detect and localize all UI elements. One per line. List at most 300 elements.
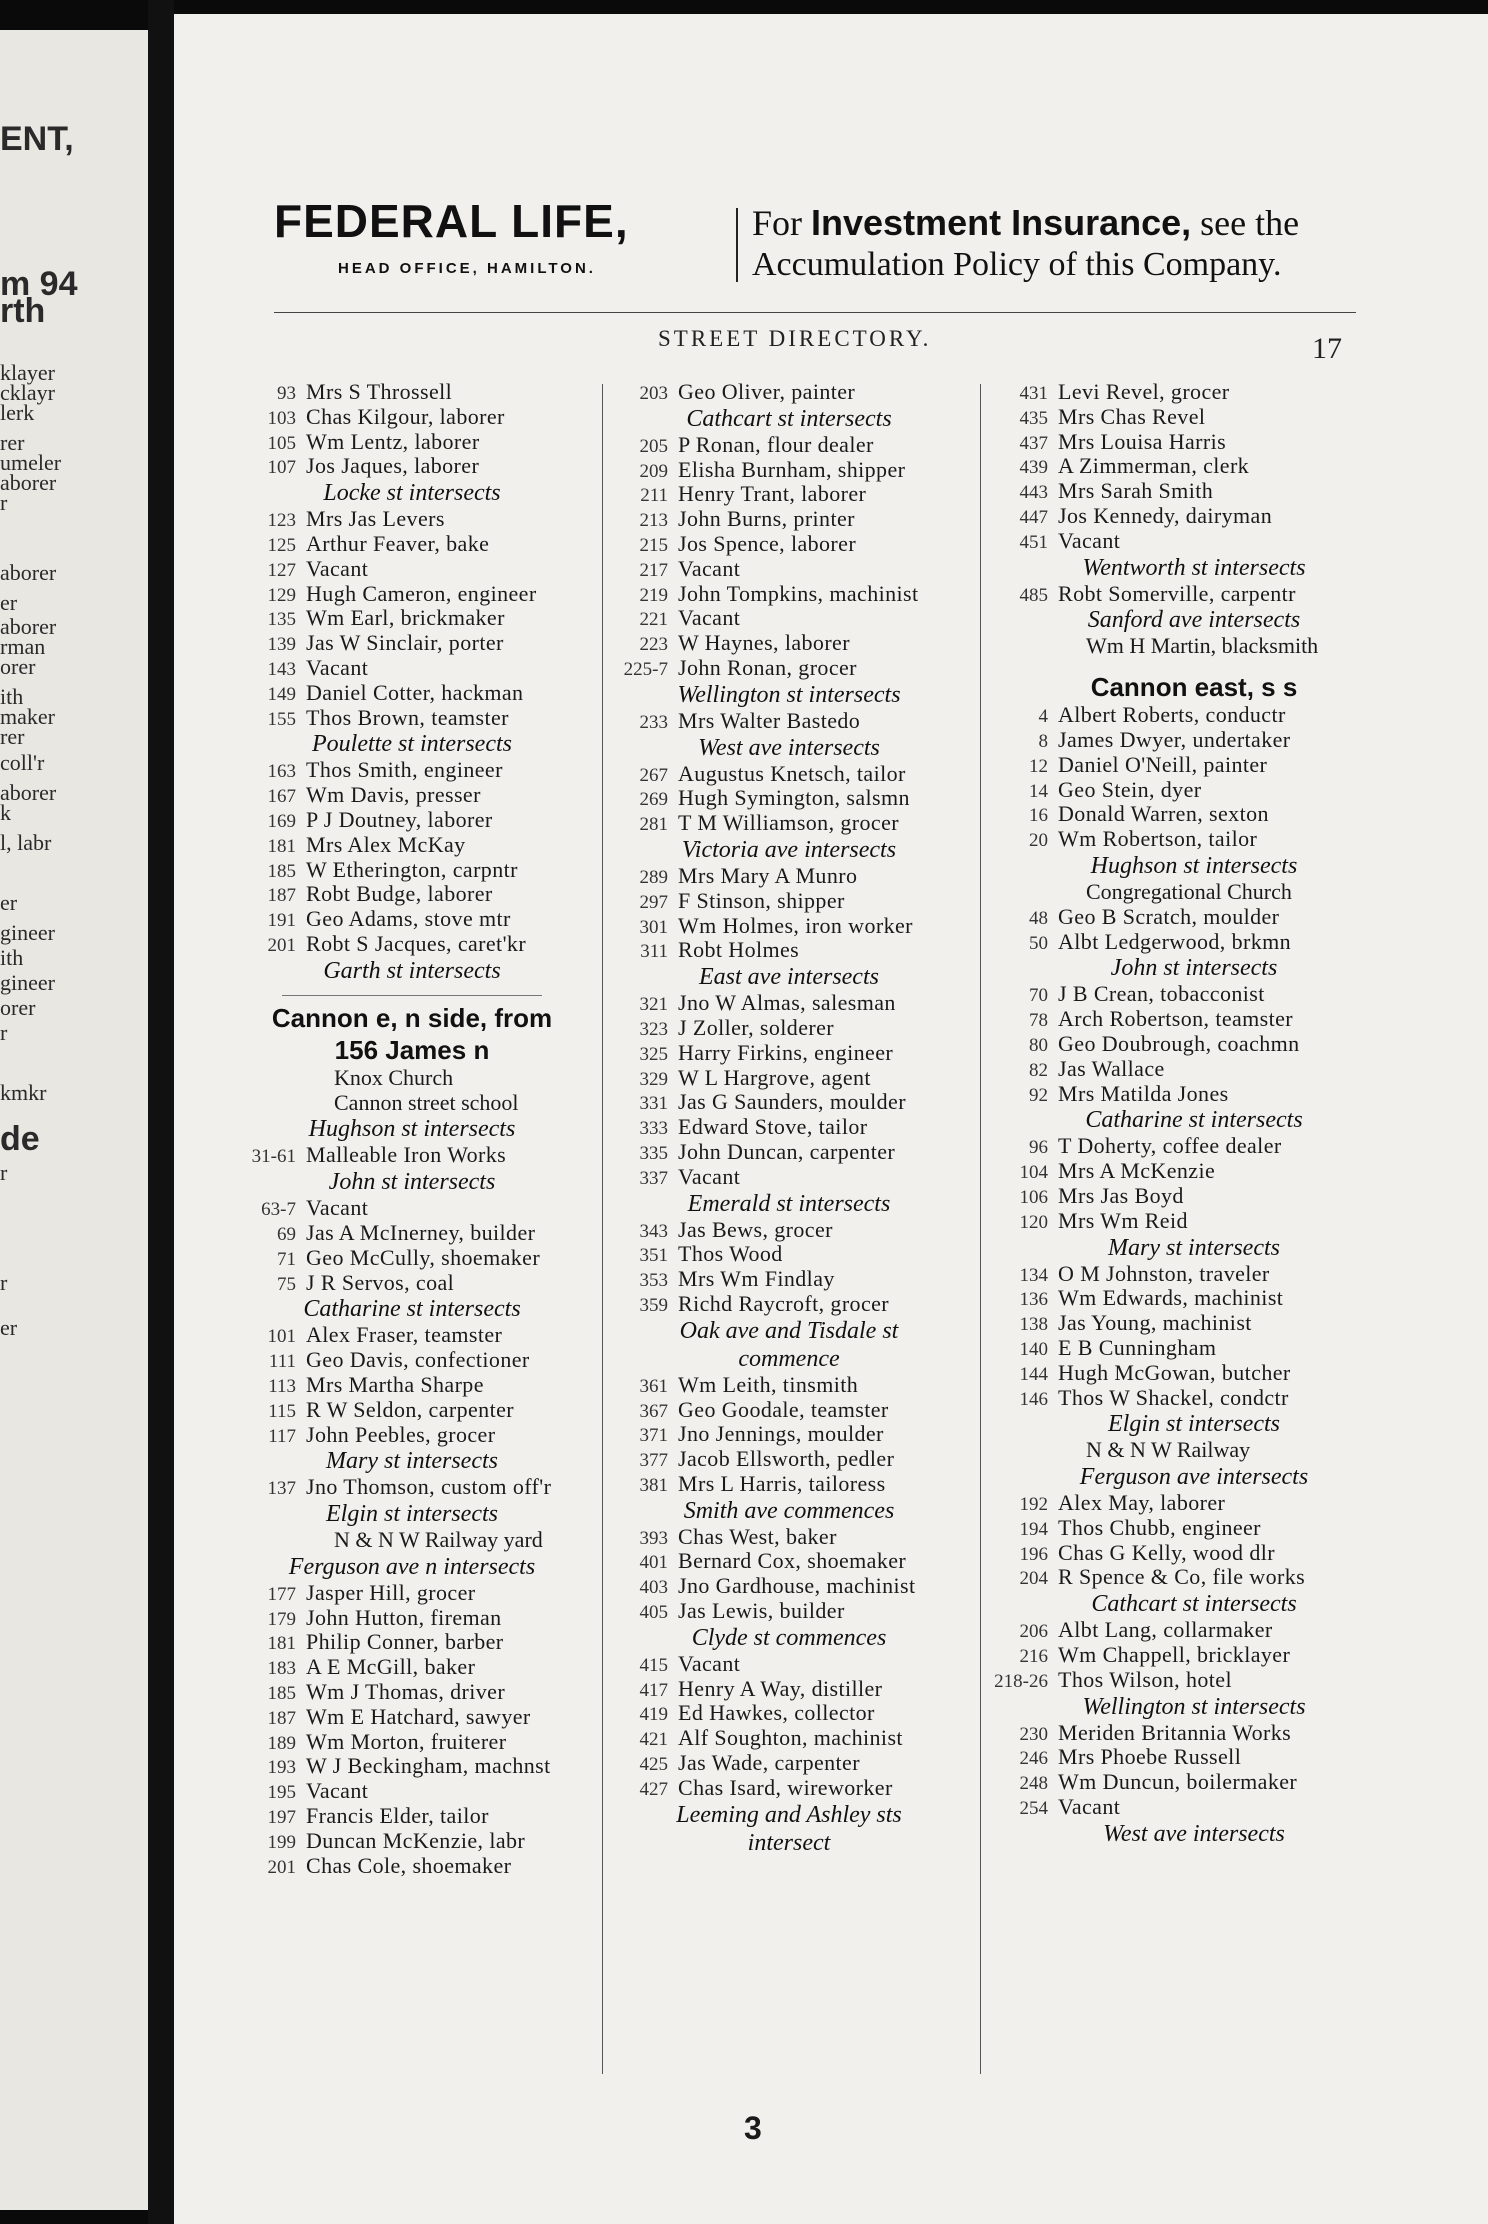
resident-name: Wm Robertson, tailor	[1058, 826, 1258, 852]
facing-page-fragment: coll'r	[0, 750, 45, 775]
signature-mark: 3	[744, 2110, 762, 2146]
cross-street-heading: Cathcart st intersects	[686, 405, 892, 432]
house-number: 217	[639, 559, 668, 581]
house-number: 447	[1019, 506, 1048, 528]
house-number: 233	[639, 711, 668, 733]
house-number: 78	[1029, 1010, 1048, 1032]
resident-name: Albt Ledgerwood, brkmn	[1058, 928, 1292, 954]
house-number: 177	[267, 1583, 296, 1605]
directory-entry	[994, 1491, 1394, 1516]
resident-name: Chas Isard, wireworker	[678, 1774, 893, 1800]
house-number: 325	[639, 1043, 668, 1065]
directory-entry	[242, 405, 582, 430]
house-number: 80	[1029, 1034, 1048, 1056]
house-number: 183	[267, 1658, 296, 1680]
resident-name: Levi Revel, grocer	[1058, 379, 1230, 404]
resident-name: P J Doutney, laborer	[306, 806, 493, 832]
resident-name: Jno Thomson, custom off'r	[306, 1474, 552, 1500]
facing-page-fragment: rer	[0, 430, 25, 455]
house-number: 439	[1019, 457, 1048, 479]
resident-name: Thos Brown, teamster	[306, 704, 509, 730]
directory-entry	[994, 454, 1394, 479]
resident-name: Wm Earl, brickmaker	[306, 605, 505, 631]
resident-name: Mrs Jas Levers	[306, 506, 445, 532]
resident-name: Augustus Knetsch, tailor	[678, 760, 906, 786]
facing-page-fragment: er	[0, 590, 18, 615]
directory-entry	[994, 430, 1394, 455]
resident-name: John Duncan, carpenter	[678, 1138, 896, 1164]
resident-name: Alex Fraser, teamster	[306, 1322, 503, 1348]
directory-entry	[242, 1581, 582, 1606]
house-number: 196	[1019, 1543, 1048, 1565]
cross-street-heading: Leeming and Ashley sts	[676, 1801, 902, 1828]
directory-entry	[614, 1016, 964, 1041]
landmark-entry: Wm H Martin, blacksmith	[1086, 633, 1319, 659]
street-section-heading: 156 James n	[334, 1034, 490, 1065]
resident-name: Thos Wood	[678, 1241, 783, 1267]
resident-name: Robt Holmes	[678, 937, 800, 963]
resident-name: A E McGill, baker	[306, 1654, 476, 1680]
cross-street-heading: Wellington st intersects	[1082, 1693, 1306, 1720]
house-number: 191	[267, 910, 296, 932]
resident-name: Wm Davis, presser	[306, 782, 481, 808]
facing-page-fragment: r	[0, 1020, 8, 1045]
resident-name: Geo Adams, stove mtr	[306, 906, 511, 932]
resident-name: Wm Leith, tinsmith	[678, 1371, 859, 1397]
directory-entry	[994, 1541, 1394, 1566]
resident-name: Geo McCully, shoemaker	[306, 1244, 541, 1270]
house-number: 125	[267, 534, 296, 556]
house-number: 70	[1029, 985, 1048, 1007]
directory-entry	[994, 1134, 1394, 1159]
resident-name: T M Williamson, grocer	[678, 810, 899, 836]
directory-column-2	[614, 380, 964, 2060]
directory-entry	[242, 1705, 582, 1730]
resident-name: E B Cunningham	[1058, 1334, 1217, 1360]
house-number: 75	[277, 1273, 296, 1295]
resident-name: Richd Raycroft, grocer	[678, 1290, 890, 1316]
resident-name: J Zoller, solderer	[678, 1014, 834, 1040]
house-number: 337	[639, 1167, 668, 1189]
directory-entry	[242, 1606, 582, 1631]
house-number: 311	[640, 941, 668, 963]
directory-entry	[614, 1140, 964, 1165]
head-office-line: HEAD OFFICE, HAMILTON.	[338, 260, 596, 277]
directory-entry	[242, 706, 582, 731]
house-number: 155	[267, 708, 296, 730]
resident-name: John Tompkins, machinist	[678, 580, 919, 606]
directory-entry	[242, 1730, 582, 1755]
directory-entry	[614, 1652, 964, 1677]
facing-page-fragment: rman	[0, 634, 46, 659]
directory-entry	[242, 681, 582, 706]
house-number: 101	[267, 1326, 296, 1348]
directory-entry	[242, 507, 582, 532]
resident-name: W J Beckingham, machnst	[306, 1753, 551, 1779]
directory-entry	[614, 709, 964, 734]
house-number: 367	[639, 1400, 668, 1422]
resident-name: Meriden Britannia Works	[1058, 1719, 1292, 1745]
resident-name: Jas Wallace	[1058, 1055, 1165, 1081]
directory-entry	[614, 1090, 964, 1115]
directory-entry	[994, 930, 1394, 955]
house-number: 31-61	[251, 1146, 296, 1168]
facing-page-fragment: klayer	[0, 360, 55, 385]
house-number: 185	[267, 1683, 296, 1705]
resident-name: Vacant	[306, 1778, 369, 1804]
resident-name: O M Johnston, traveler	[1058, 1260, 1270, 1286]
landmark-entry: Knox Church	[334, 1064, 454, 1090]
facing-page-fragment: orer	[0, 654, 36, 679]
directory-entry	[614, 1677, 964, 1702]
banner-rule	[274, 312, 1356, 313]
resident-name: Geo Doubrough, coachmn	[1058, 1030, 1300, 1056]
house-number: 417	[639, 1679, 668, 1701]
directory-entry	[242, 1373, 582, 1398]
directory-entry	[614, 1472, 964, 1497]
directory-entry	[242, 1143, 582, 1168]
house-number: 321	[639, 994, 668, 1016]
resident-name: Wm Chappell, bricklayer	[1058, 1642, 1291, 1668]
house-number: 269	[639, 789, 668, 811]
house-number: 139	[267, 634, 296, 656]
page-number: 17	[1312, 332, 1342, 365]
directory-entry	[614, 458, 964, 483]
directory-entry	[242, 1221, 582, 1246]
directory-entry	[994, 1336, 1394, 1361]
directory-entry	[994, 982, 1394, 1007]
cross-street-heading: Elgin st intersects	[326, 1501, 498, 1528]
resident-name: W Etherington, carpntr	[306, 856, 518, 882]
cross-street-heading: Cathcart st intersects	[1091, 1591, 1297, 1618]
house-number: 248	[1019, 1773, 1048, 1795]
directory-entry	[994, 380, 1394, 405]
cross-street-heading: Oak ave and Tisdale st	[679, 1317, 899, 1344]
cross-street-heading: Locke st intersects	[323, 480, 501, 507]
house-number: 63-7	[261, 1199, 296, 1221]
facing-page-fragment: r	[0, 1270, 8, 1295]
facing-page-fragment: aborer	[0, 780, 57, 805]
house-number: 403	[639, 1577, 668, 1599]
resident-name: Jno Gardhouse, machinist	[678, 1573, 916, 1599]
column-rule	[602, 384, 603, 2074]
house-number: 431	[1019, 383, 1048, 404]
resident-name: Vacant	[678, 555, 741, 581]
house-number: 359	[639, 1294, 668, 1316]
resident-name: Daniel O'Neill, painter	[1058, 751, 1268, 777]
tagline-line-2: Accumulation Policy of this Company.	[752, 246, 1282, 283]
resident-name: F Stinson, shipper	[678, 887, 845, 913]
directory-entry	[614, 1292, 964, 1317]
house-number: 333	[639, 1118, 668, 1140]
resident-name: Vacant	[1058, 527, 1121, 553]
facing-page-fragment: aborer	[0, 470, 57, 495]
directory-entry	[994, 1668, 1394, 1693]
house-number: 437	[1019, 432, 1048, 454]
directory-entry	[994, 1159, 1394, 1184]
house-number: 135	[267, 609, 296, 631]
resident-name: Jas Wade, carpenter	[678, 1750, 860, 1776]
directory-entry	[242, 907, 582, 932]
resident-name: Hugh Symington, salsmn	[678, 785, 910, 811]
resident-name: Francis Elder, tailor	[306, 1803, 489, 1829]
section-spacer	[994, 659, 1394, 671]
facing-page-fragment: de	[0, 1120, 40, 1158]
house-number: 113	[268, 1375, 296, 1397]
resident-name: J B Crean, tobacconist	[1058, 981, 1265, 1007]
resident-name: Thos Smith, engineer	[306, 757, 503, 783]
directory-entry	[994, 1262, 1394, 1287]
house-number: 187	[267, 885, 296, 907]
house-number: 169	[267, 810, 296, 832]
resident-name: Jacob Ellsworth, pedler	[678, 1446, 895, 1472]
resident-name: Mrs Alex McKay	[306, 831, 466, 857]
house-number: 451	[1019, 531, 1048, 553]
directory-column-3	[994, 380, 1394, 2060]
directory-entry	[242, 606, 582, 631]
resident-name: Jno Jennings, moulder	[678, 1421, 884, 1447]
directory-entry	[994, 1770, 1394, 1795]
resident-name: Geo B Scratch, moulder	[1058, 903, 1280, 929]
resident-name: Wm J Thomas, driver	[306, 1679, 506, 1705]
resident-name: Wm Morton, fruiterer	[306, 1728, 507, 1754]
directory-entry	[994, 529, 1394, 554]
directory-entry	[994, 1618, 1394, 1643]
facing-page-fragment: aborer	[0, 614, 57, 639]
directory-entry	[614, 1549, 964, 1574]
directory-entry	[614, 482, 964, 507]
directory-entry	[994, 1721, 1394, 1746]
house-number: 179	[267, 1608, 296, 1630]
house-number: 185	[267, 860, 296, 882]
facing-page-fragment: r	[0, 1160, 8, 1185]
facing-page-fragment: kmkr	[0, 1080, 47, 1105]
directory-entry	[242, 1423, 582, 1448]
house-number: 209	[639, 460, 668, 482]
resident-name: Vacant	[306, 555, 369, 581]
cross-street-heading: East ave intersects	[699, 964, 879, 991]
cross-street-heading: Hughson st intersects	[1090, 852, 1298, 879]
directory-entry	[994, 703, 1394, 728]
directory-entry	[242, 1655, 582, 1680]
directory-entry	[242, 1475, 582, 1500]
house-number: 69	[277, 1223, 296, 1245]
house-number: 201	[267, 1856, 296, 1878]
directory-entry	[614, 582, 964, 607]
column-rule	[980, 384, 981, 2074]
resident-name: Alex May, laborer	[1058, 1490, 1226, 1516]
house-number: 393	[639, 1527, 668, 1549]
cross-street-heading: West ave intersects	[698, 734, 880, 761]
directory-entry	[994, 479, 1394, 504]
house-number: 205	[639, 435, 668, 457]
directory-entry	[614, 532, 964, 557]
directory-entry	[614, 433, 964, 458]
resident-name: Chas G Kelly, wood dlr	[1058, 1539, 1275, 1565]
directory-entry	[994, 753, 1394, 778]
house-number: 199	[267, 1831, 296, 1853]
resident-name: Vacant	[306, 1195, 369, 1221]
resident-name: Geo Stein, dyer	[1058, 776, 1202, 802]
directory-entry	[614, 1373, 964, 1398]
directory-entry	[614, 938, 964, 963]
directory-entry	[242, 1630, 582, 1655]
resident-name: Mrs Wm Findlay	[678, 1266, 835, 1292]
house-number: 415	[639, 1654, 668, 1676]
facing-page-fragment: er	[0, 890, 18, 915]
directory-entry	[994, 802, 1394, 827]
cross-street-heading: Victoria ave intersects	[681, 836, 897, 863]
house-number: 201	[267, 934, 296, 956]
house-number: 189	[267, 1732, 296, 1754]
directory-entry	[614, 656, 964, 681]
resident-name: Mrs S Throssell	[306, 379, 453, 404]
resident-name: Vacant	[306, 654, 369, 680]
directory-entry	[614, 1726, 964, 1751]
directory-entry	[994, 1565, 1394, 1590]
directory-entry	[242, 932, 582, 957]
house-number: 193	[267, 1757, 296, 1779]
house-number: 401	[639, 1552, 668, 1574]
resident-name: Donald Warren, sexton	[1058, 801, 1269, 827]
house-number: 129	[267, 584, 296, 606]
house-number: 323	[639, 1018, 668, 1040]
house-number: 104	[1019, 1162, 1048, 1184]
cross-street-heading: Catharine st intersects	[303, 1296, 521, 1323]
house-number: 137	[267, 1478, 296, 1500]
house-number: 103	[267, 407, 296, 429]
resident-name: Mrs Walter Bastedo	[678, 707, 861, 733]
facing-page-fragment: maker	[0, 704, 55, 729]
resident-name: Chas West, baker	[678, 1523, 837, 1549]
resident-name: Vacant	[678, 1163, 741, 1189]
cross-street-heading: commence	[738, 1345, 840, 1372]
facing-page-fragment: rer	[0, 724, 25, 749]
directory-entry	[242, 1854, 582, 1879]
directory-entry	[614, 380, 964, 405]
resident-name: Jas Bews, grocer	[678, 1216, 833, 1242]
resident-name: John Hutton, fireman	[306, 1604, 502, 1630]
resident-name: Chas Cole, shoemaker	[306, 1852, 512, 1878]
house-number: 223	[639, 634, 668, 656]
directory-entry	[242, 557, 582, 582]
house-number: 107	[267, 457, 296, 479]
cross-street-heading: Garth st intersects	[323, 957, 501, 984]
house-number: 419	[639, 1704, 668, 1726]
house-number: 361	[639, 1375, 668, 1397]
directory-entry	[614, 507, 964, 532]
brand-title: FEDERAL LIFE,	[274, 195, 629, 247]
directory-entry	[994, 905, 1394, 930]
directory-entry	[994, 1032, 1394, 1057]
house-number: 221	[639, 609, 668, 631]
resident-name: Mrs Martha Sharpe	[306, 1371, 484, 1397]
directory-entry	[242, 758, 582, 783]
house-number: 92	[1029, 1084, 1048, 1106]
house-number: 427	[639, 1778, 668, 1800]
house-number: 435	[1019, 407, 1048, 429]
resident-name: Robt Somerville, carpentr	[1058, 580, 1296, 606]
house-number: 230	[1019, 1723, 1048, 1745]
house-number: 206	[1019, 1621, 1048, 1643]
house-number: 197	[267, 1807, 296, 1829]
house-number: 301	[639, 916, 668, 938]
facing-page-fragment: m 94	[0, 265, 78, 303]
directory-entry	[614, 1751, 964, 1776]
house-number: 8	[1038, 730, 1048, 752]
resident-name: Vacant	[678, 605, 741, 631]
resident-name: Wm Lentz, laborer	[306, 428, 480, 454]
directory-entry	[614, 1398, 964, 1423]
advertisement-banner	[274, 184, 1414, 304]
resident-name: R W Seldon, carpenter	[306, 1396, 514, 1422]
cross-street-heading: John st intersects	[328, 1169, 496, 1196]
directory-entry	[614, 1447, 964, 1472]
resident-name: Henry A Way, distiller	[678, 1675, 883, 1701]
directory-entry	[614, 864, 964, 889]
directory-entry	[994, 1516, 1394, 1541]
resident-name: John Ronan, grocer	[678, 654, 857, 680]
house-number: 219	[639, 584, 668, 606]
house-number: 50	[1029, 932, 1048, 954]
house-number: 329	[639, 1068, 668, 1090]
resident-name: Duncan McKenzie, labr	[306, 1827, 526, 1853]
directory-entry	[614, 1599, 964, 1624]
directory-entry	[242, 656, 582, 681]
resident-name: T Doherty, coffee dealer	[1058, 1133, 1282, 1159]
facing-page-fragment: ENT,	[0, 120, 74, 158]
resident-name: P Ronan, flour dealer	[678, 431, 874, 457]
resident-name: Edward Stove, tailor	[678, 1114, 868, 1140]
resident-name: Mrs A McKenzie	[1058, 1158, 1216, 1184]
house-number: 353	[639, 1270, 668, 1292]
directory-entry	[242, 1829, 582, 1854]
page-header: STREET DIRECTORY.	[658, 326, 932, 351]
directory-entry	[614, 1574, 964, 1599]
landmark-entry: Congregational Church	[1086, 878, 1292, 904]
resident-name: J R Servos, coal	[306, 1269, 455, 1295]
resident-name: Geo Goodale, teamster	[678, 1396, 889, 1422]
facing-page-fragment: rth	[0, 292, 46, 330]
directory-entry	[614, 606, 964, 631]
facing-page-fragment: l, labr	[0, 830, 52, 855]
cross-street-heading: Wellington st intersects	[677, 681, 901, 708]
directory-entry	[614, 1701, 964, 1726]
house-number: 106	[1019, 1186, 1048, 1208]
resident-name: Wm Duncun, boilermaker	[1058, 1769, 1298, 1795]
resident-name: Robt Budge, laborer	[306, 881, 493, 907]
cross-street-heading: Smith ave commences	[683, 1497, 895, 1524]
resident-name: Daniel Cotter, hackman	[306, 679, 524, 705]
resident-name: Philip Conner, barber	[306, 1629, 504, 1655]
facing-page-fragment: ith	[0, 684, 24, 709]
house-number: 149	[267, 683, 296, 705]
cross-street-heading: Wentworth st intersects	[1082, 554, 1306, 581]
directory-entry	[614, 1218, 964, 1243]
resident-name: Mrs Louisa Harris	[1058, 428, 1227, 454]
house-number: 146	[1019, 1388, 1048, 1410]
directory-entry	[242, 1246, 582, 1271]
house-number: 143	[267, 658, 296, 680]
house-number: 343	[639, 1220, 668, 1242]
cross-street-heading: Mary st intersects	[326, 1448, 498, 1475]
resident-name: Thos Chubb, engineer	[1058, 1514, 1261, 1540]
resident-name: Jno W Almas, salesman	[678, 990, 896, 1016]
directory-entry	[614, 1165, 964, 1190]
directory-entry	[242, 1196, 582, 1221]
directory-entry	[242, 1348, 582, 1373]
directory-entry	[994, 1361, 1394, 1386]
